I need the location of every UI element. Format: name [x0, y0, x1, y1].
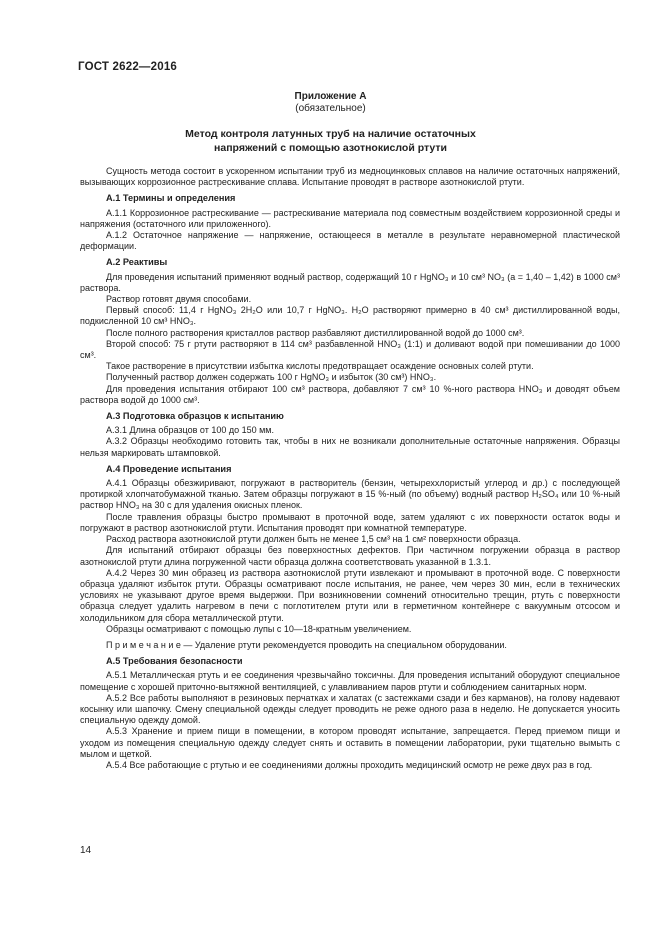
paragraph: Для проведения испытаний применяют водный раствор, содержащий 10 г HgNO₃ и 10 см³ NO₃ (а = 1,40 – 1,42) в 1000 см³ раствора. [80, 271, 620, 293]
paragraph: После полного растворения кристаллов раствор разбавляют дистиллированной водой до 1000 см³. [106, 327, 525, 338]
appendix-title-line-1: Метод контроля латунных труб на наличие остаточных [185, 128, 476, 140]
note-text: — Удаление ртути рекомендуется проводить на специальном оборудовании. [180, 639, 507, 650]
note-label: П р и м е ч а н и е [106, 639, 181, 650]
note [80, 640, 620, 651]
paragraph: А.5.4 Все работающие с ртутью и ее соединениями должны проходить медицинский осмотр не реже двух раз в год. [106, 759, 593, 770]
document-body [80, 166, 620, 771]
paragraph: А.4.1 Образцы обезжиривают, погружают в растворитель (бензин, четыреххлористый углерод и др.) с последующей протиркой хлопчатобумажной тканью. Затем образцы погружают в 15 %-ный (по объему) водный раствор H₂SO₄ или 10 %-ный раствор HNO₃ на 30 с для удаления окисных пленок. [80, 478, 620, 511]
paragraph: А.4.2 Через 30 мин образец из раствора азотнокислой ртути извлекают и промывают в проточной воде. С поверхности образца удаляют избыток ртути. Образцы осматривают после испытания, не ранее, чем через 30 мин, если в технических условиях не указывают другое время выдержки. При возникновении сомнений относительно трещин, ртуть с поверхности образца следует удалить нагревом в печи с поглотителем ртути или в герметичном контейнере с вакуумным отсосом и холодильником для сбора металлической ртути. [80, 567, 620, 623]
paragraph: А.1.1 Коррозионное растрескивание — растрескивание материала под совместным воздействием коррозионной среды и напряжения (остаточного или приложенного). [80, 207, 620, 229]
paragraph: Раствор готовят двумя способами. [106, 294, 252, 305]
paragraph: А.5.3 Хранение и прием пищи в помещении, в котором проводят испытание, запрещается. Перед приемом пищи и уходом из помещения специальную одежду следует снять и оставить в помещении лаборатории, руки тщательно вымыть с мылом и щеткой. [80, 726, 620, 759]
paragraph: Для испытаний отбирают образцы без поверхностных дефектов. При частичном погружении образца в раствор азотнокислой ртути длина погруженной части образца должна соответствовать указанной в 1.3.1. [80, 545, 620, 567]
paragraph: А.5.1 Металлическая ртуть и ее соединения чрезвычайно токсичны. Для проведения испытаний оборудуют специальное помещение с хорошей приточно-вытяжной вентиляцией, с улавливанием паров ртути и соблюдением санитарных норм. [80, 670, 620, 692]
section-heading: А.5 Требования безопасности [106, 656, 243, 667]
paragraph: Для проведения испытания отбирают 100 см³ раствора, добавляют 7 см³ 10 %-ного раствора HNO₃ и доводят объем раствора водой до 1000 см³. [80, 383, 620, 405]
paragraph: После травления образцы быстро промывают в проточной воде, затем удаляют с их поверхности остаток воды и погружают в раствор азотнокислой ртути. Испытания проводят при комнатной температуре. [80, 511, 620, 533]
paragraph: Полученный раствор должен содержать 100 г HgNO₃ и избыток (30 см³) HNO₃. [106, 372, 437, 383]
document-header: ГОСТ 2622—2016 [78, 61, 178, 73]
paragraph: А.3.1 Длина образцов от 100 до 150 мм. [106, 425, 274, 436]
section-heading: А.4 Проведение испытания [106, 463, 232, 474]
paragraph: А.5.2 Все работы выполняют в резиновых перчатках и халатах (с застежками сзади и без карманов), на голову надевают косынку или шапочку. Смену специальной одежды следует проводить не реже одного раза в неделю. Не допускается уносить специальную одежду домой. [80, 692, 620, 726]
appendix-label: Приложение А [294, 91, 367, 102]
paragraph: Расход раствора азотнокислой ртути должен быть не менее 1,5 см³ на 1 см² поверхности образца. [106, 534, 521, 545]
paragraph: Первый способ: 11,4 г HgNO₃ 2H₂O или 10,7 г HgNO₃. H₂O растворяют примерно в 40 см³ дистиллированной воды, подкисленной 10 см³ HNO₃. [80, 305, 620, 327]
paragraph: Такое растворение в присутствии избытка кислоты предотвращает осаждение основных солей ртути. [106, 361, 534, 372]
section-heading: А.3 Подготовка образцов к испытанию [106, 411, 284, 422]
paragraph: А.1.2 Остаточное напряжение — напряжение, остающееся в металле в результате неравномерной пластической деформации. [80, 230, 620, 252]
section-heading: А.1 Термины и определения [106, 193, 236, 204]
paragraph: А.3.2 Образцы необходимо готовить так, чтобы в них не возникали дополнительные остаточные напряжения. Образцы нельзя маркировать штамповкой. [80, 436, 620, 458]
page-number: 14 [80, 845, 92, 856]
appendix-status: (обязательное) [295, 103, 366, 114]
section-heading: А.2 Реактивы [106, 257, 168, 268]
paragraph: Второй способ: 75 г ртути растворяют в 114 см³ разбавленной HNO₃ (1:1) и доливают водой при помешивании до 1000 см³. [80, 338, 620, 361]
paragraph: Образцы осматривают с помощью лупы с 10—18-кратным увеличением. [106, 623, 412, 634]
intro-paragraph: Сущность метода состоит в ускоренном испытании труб из медноцинковых сплавов на наличие остаточных напряжений, вызывающих коррозионное растрескивание сплава. Испытание проводят в растворе азотнокислой ртути. [80, 166, 620, 188]
appendix-title-line-2: напряжений с помощью азотнокислой ртути [214, 142, 447, 154]
